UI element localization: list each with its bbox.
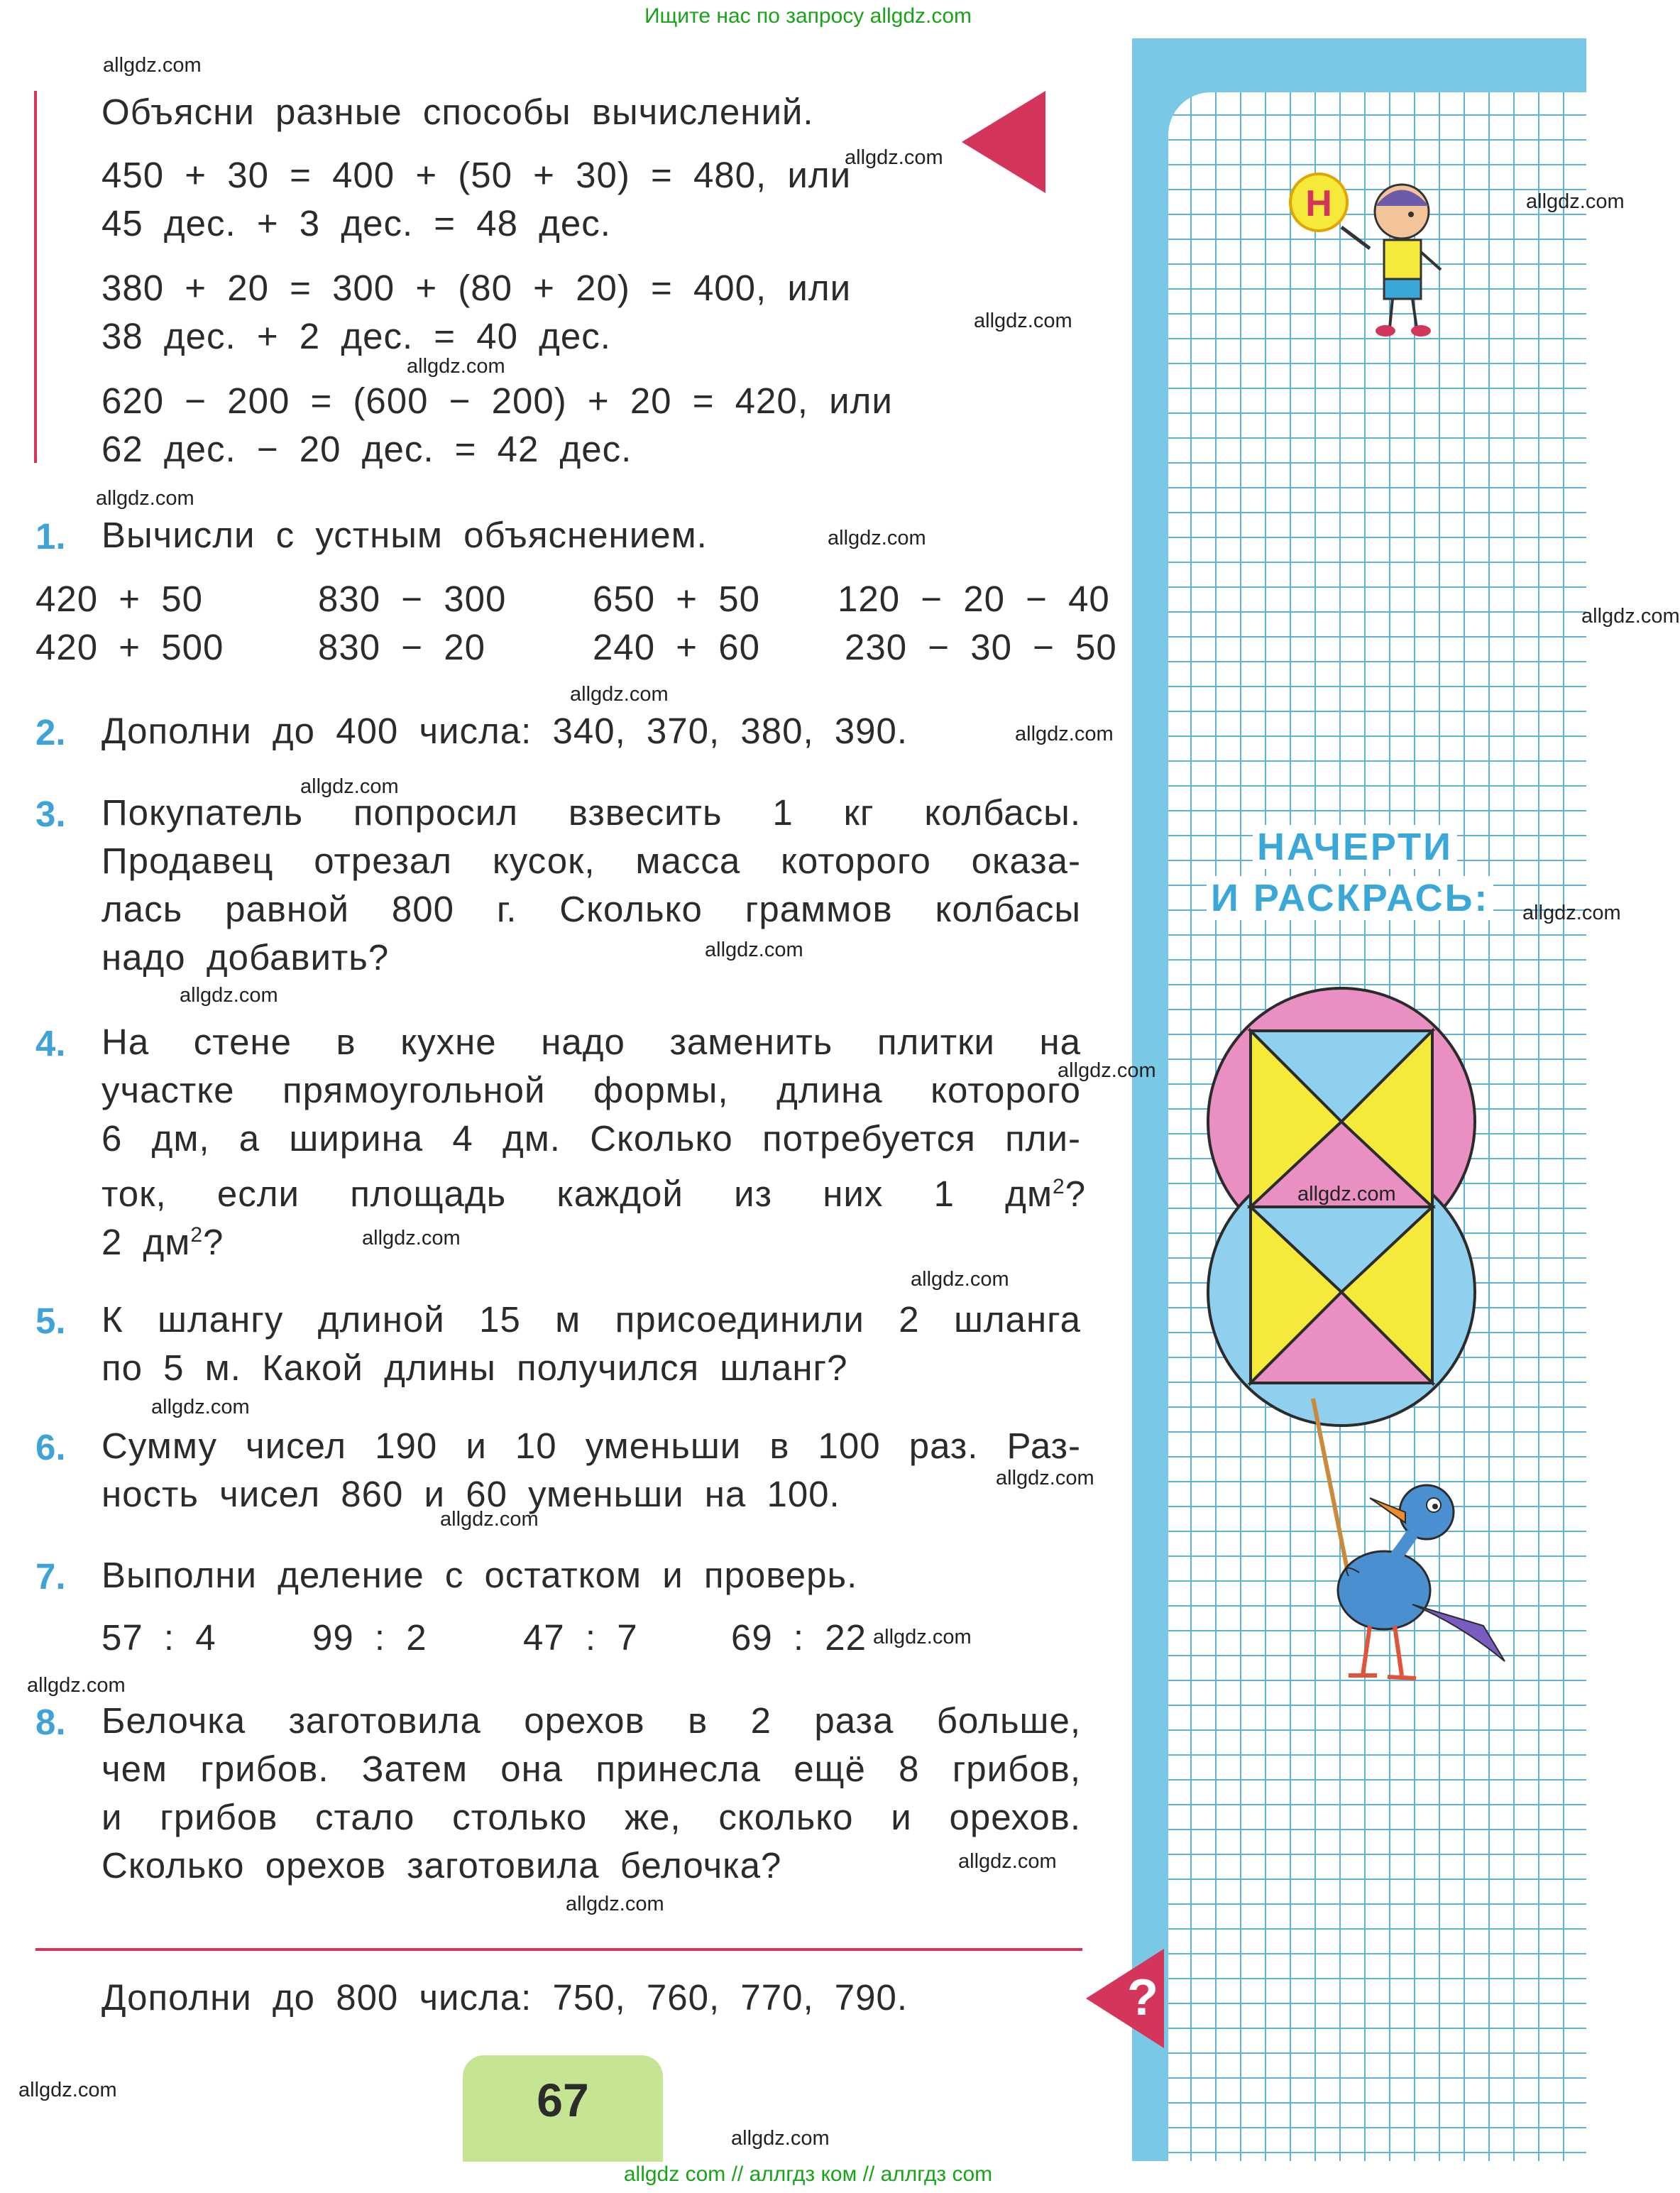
boy-badge-letter: Н [1305,183,1332,224]
watermark[interactable]: allgdz.com [958,1850,1057,1873]
watermark[interactable]: allgdz.com [440,1508,539,1531]
watermark[interactable]: allgdz.com [996,1467,1094,1489]
task-2-number: 2. [35,712,66,753]
watermark[interactable]: allgdz.com [911,1268,1009,1291]
task-4-line-1: На стене в кухне надо заменить плитки на [101,1022,1081,1062]
watermark[interactable]: allgdz.com [570,683,669,706]
watermark[interactable]: allgdz.com [18,2079,117,2101]
task-3-line-2: Продавец отрезал кусок, масса которого оказа- [101,841,1081,881]
question-badge-icon: ? [1127,1969,1158,2026]
task-4-number: 4. [35,1023,66,1063]
task-4-line-2: участке прямоугольной формы, длина которого [101,1070,1081,1110]
watermark[interactable]: allgdz.com [974,310,1072,332]
intro-left-rule [34,91,37,463]
task-5-number: 5. [35,1301,66,1341]
watermark[interactable]: allgdz.com [1058,1059,1156,1082]
task-1-expr-2-1: 420 + 500 [35,627,224,667]
task-1-expr-1-3: 650 + 50 [593,579,760,619]
task-6-line-1: Сумму чисел 190 и 10 уменьши в 100 раз. Раз- [101,1426,1081,1466]
task-1-expr-1-1: 420 + 50 [35,579,203,619]
watermark[interactable]: allgdz.com [362,1227,461,1249]
task-8-line-1: Белочка заготовила орехов в 2 раза больше, [101,1700,1081,1741]
intro-line-4: 38 дес. + 2 дес. = 40 дес. [101,316,611,356]
watermark[interactable]: allgdz.com [1297,1183,1396,1205]
watermark[interactable]: allgdz.com [300,775,399,798]
boy-mascot-icon [1285,163,1448,341]
task-8-line-3: и грибов стало столько же, сколько и орехов. [101,1797,1081,1837]
task-4-line-4-text: ток, если площадь каждой из них 1 дм [101,1174,1053,1214]
watermark[interactable]: allgdz.com [1522,902,1621,924]
bottom-banner[interactable]: allgdz com // аллгдз ком // аллгдз com [623,2162,993,2186]
sidebar-heading-line-2: И РАСКРАСЬ: [1207,876,1493,920]
task-8-line-4: Сколько орехов заготовила белочка? [101,1845,782,1886]
watermark[interactable]: allgdz.com [1581,605,1680,628]
watermark[interactable]: allgdz.com [731,2127,830,2150]
watermark[interactable]: allgdz.com [180,984,278,1007]
watermark[interactable]: allgdz.com [1015,723,1114,745]
task-1-text: Вычисли с устным объяснением. [101,515,708,555]
task-7-text: Выполни деление с остатком и проверь. [101,1555,858,1595]
intro-line-6: 62 дес. − 20 дес. = 42 дес. [101,429,632,469]
task-4-sup-2: 2 [190,1223,204,1247]
task-4-q2: ? [203,1222,224,1262]
task-3-line-4: надо добавить? [101,937,390,978]
intro-pink-triangle [962,91,1045,193]
task-7-item-1: 57 : 4 [101,1617,216,1658]
task-2-text: Дополни до 400 числа: 340, 370, 380, 390. [101,711,908,751]
task-1-expr-2-3: 240 + 60 [593,627,760,667]
watermark[interactable]: allgdz.com [845,146,943,169]
task-1-expr-1-2: 830 − 300 [318,579,507,619]
top-banner[interactable]: Ищите нас по запросу allgdz.com [644,4,972,28]
watermark[interactable]: allgdz.com [151,1396,250,1418]
watermark[interactable]: allgdz.com [96,487,194,510]
task-3-number: 3. [35,794,66,834]
circles-figure [1199,980,1483,1448]
task-1-expr-1-4: 120 − 20 − 40 [838,579,1110,619]
page-number: 67 [537,2074,589,2126]
bird-with-pointer-icon [1292,1391,1519,1704]
watermark[interactable]: allgdz.com [1526,190,1625,213]
watermark[interactable]: allgdz.com [407,355,505,378]
sidebar-heading-line-1: НАЧЕРТИ [1253,825,1457,869]
watermark[interactable]: allgdz.com [705,939,803,961]
watermark[interactable]: allgdz.com [828,527,926,549]
task-3-line-3: лась равной 800 г. Сколько граммов колбасы [101,889,1081,929]
task-4-line-3: 6 дм, а ширина 4 дм. Сколько потребуется пли- [101,1118,1081,1159]
intro-title: Объясни разные способы вычислений. [101,92,814,132]
task-1-expr-2-4: 230 − 30 − 50 [845,627,1117,667]
task-6-number: 6. [35,1427,66,1467]
task-7-item-3: 47 : 7 [523,1617,638,1658]
task-7-number: 7. [35,1556,66,1597]
intro-line-3: 380 + 20 = 300 + (80 + 20) = 400, или [101,268,852,308]
watermark[interactable]: allgdz.com [27,1674,126,1697]
task-8-line-2: чем грибов. Затем она принесла ещё 8 грибов, [101,1749,1081,1789]
task-4-q1: ? [1065,1174,1087,1214]
task-4-line-4 [101,1163,1087,1218]
task-5-line-2: по 5 м. Какой длины получился шланг? [101,1347,848,1388]
intro-line-1: 450 + 30 = 400 + (50 + 30) = 480, или [101,155,852,195]
watermark[interactable]: allgdz.com [873,1626,972,1648]
task-1-number: 1. [35,516,66,557]
task-4-sup-1: 2 [1053,1175,1065,1198]
task-5-line-1: К шлангу длиной 15 м присоединили 2 шланга [101,1299,1081,1340]
intro-line-5: 620 − 200 = (600 − 200) + 20 = 420, или [101,381,893,421]
watermark[interactable]: allgdz.com [103,54,202,77]
task-7-item-4: 69 : 22 [731,1617,867,1658]
task-8-number: 8. [35,1702,66,1742]
watermark[interactable]: allgdz.com [566,1893,664,1915]
task-6-line-2: ность чисел 860 и 60 уменьши на 100. [101,1474,840,1514]
task-4-line-5 [101,1211,224,1267]
task-1-expr-2-2: 830 − 20 [318,627,485,667]
intro-line-2: 45 дес. + 3 дес. = 48 дес. [101,203,611,244]
task-4-line-5-text: 2 дм [101,1222,191,1262]
extra-task-text: Дополни до 800 числа: 750, 760, 770, 790. [101,1977,908,2018]
task-3-line-1: Покупатель попросил взвесить 1 кг колбасы. [101,792,1081,833]
bottom-divider [35,1948,1082,1951]
task-7-item-2: 99 : 2 [312,1617,427,1658]
